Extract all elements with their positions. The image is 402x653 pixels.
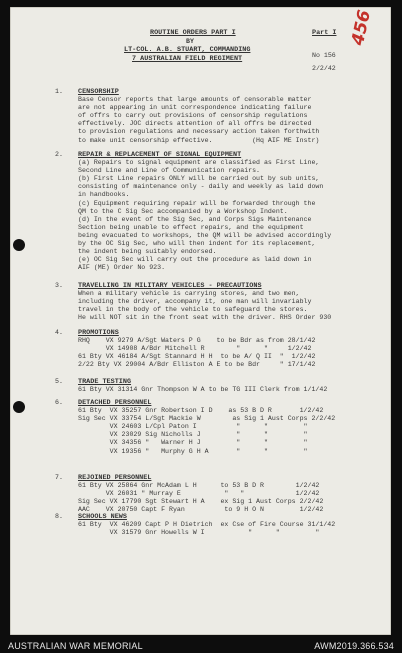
section-number: 8. [55, 513, 63, 520]
section-line: RHQ VX 9279 A/Sgt Waters P G to be Bdr as from 28/1/42 [78, 337, 316, 344]
section-line: Sig Sec VX 17790 Sgt Stewart H A ex Sig 1 Aust Corps 2/2/42 [78, 498, 324, 506]
header-line-3: LT-COL. A.B. STUART, COMMANDING [124, 46, 251, 54]
section-line: Second Line and Line of Communication repairs. [78, 167, 261, 175]
header-line-1: ROUTINE ORDERS PART I [150, 29, 236, 37]
section-line: 61 Bty VX 46209 Capt P H Dietrich ex Cse of Fire Course 31/1/42 [78, 521, 336, 528]
section-line: 61 Bty VX 35257 Gnr Robertson I D as 53 B D R 1/2/42 [78, 407, 324, 414]
document-page [10, 7, 391, 635]
section-line: (e) OC Sig Sec will carry out the procedure as laid down in [78, 256, 312, 264]
section-line: travel in the body of the vehicle to safeguard the stores. [78, 306, 308, 314]
section-line: He will NOT sit in the front seat with the driver. RHS Order 930 [78, 314, 332, 322]
section-number: 5. [55, 378, 63, 385]
part-label: Part I [312, 29, 337, 37]
section-line: VX 23029 Sig Nicholls J " " " [78, 431, 308, 439]
section-line: 2/22 Bty VX 29004 A/Bdr Elliston A E to be Bdr " 17/1/42 [78, 361, 316, 369]
section-line: AIF (ME) Order No 923. [78, 264, 166, 272]
section-line: VX 34356 " Warner H J " " " [78, 439, 308, 447]
footer-credit: AUSTRALIAN WAR MEMORIAL [8, 641, 143, 651]
header-line-2: BY [186, 38, 194, 45]
order-date: 2/2/42 [312, 65, 336, 72]
punch-hole-bottom [13, 401, 25, 413]
section-number: 2. [55, 151, 63, 158]
section-line: to make unit censorship effective. (Hq AIF ME Instr) [78, 136, 320, 144]
section-line: 61 Bty VX 46184 A/Sgt Stannard H H to be A/ Q II " 1/2/42 [78, 353, 316, 361]
section-line: (a) Repairs to signal equipment are classified as First Line, [78, 159, 320, 166]
section-title: REJOINED PERSONNEL [78, 474, 152, 482]
section-line: Base Censor reports that large amounts of censorable matter [78, 96, 312, 103]
section-number: 6. [55, 399, 63, 406]
section-title: SCHOOLS NEWS [78, 513, 127, 521]
section-line: by the OC Sig Sec, who will then indent for its replacement, [78, 240, 316, 247]
section-line: VX 26031 " Murray E " " 1/2/42 [78, 490, 320, 498]
section-line: effectively. JOC directs attention of all offrs be directed [78, 120, 312, 128]
section-title: TRAVELLING IN MILITARY VEHICLES - PRECAUTIONS [78, 282, 262, 290]
handwritten-number: 456 [348, 8, 375, 48]
section-number: 3. [55, 282, 63, 289]
section-title: CENSORSHIP [78, 88, 119, 96]
section-line: QM to the C Sig Sec accompanied by a Workshop Indent. [78, 207, 288, 215]
section-line: are not appearing in unit correspondence indicating failure [78, 104, 312, 112]
section-line: consisting of maintenance only - daily and weekly as laid down [78, 183, 324, 191]
section-line: When a military vehicle is carrying stores, and two men, [78, 290, 300, 297]
section-line: to provision regulations and necessary action taken forthwith [78, 128, 320, 136]
section-line: (d) In the event of the Sig Sec, and Corps Sigs Maintenance [78, 215, 312, 223]
section-line: (b) First Line repairs ONLY will be carried out by sub units, [78, 175, 320, 183]
section-line: VX 19356 " Murphy G H A " " " [78, 447, 308, 455]
section-line: VX 24603 L/Cpl Paton I " " " [78, 423, 308, 431]
section-number: 4. [55, 329, 63, 336]
footer-accession: AWM2019.366.534 [314, 641, 394, 651]
section-title: TRADE TESTING [78, 378, 132, 386]
section-line: (c) Equipment requiring repair will be forwarded through the [78, 199, 316, 207]
section-line: VX 31579 Gnr Howells W I " " " [78, 529, 320, 537]
section-title: PROMOTIONS [78, 329, 119, 337]
section-line: being evacuated to workshops, the QM will be advised accordingly [78, 231, 332, 239]
section-title: DETACHED PERSONNEL [78, 399, 152, 407]
section-line: 61 Bty VX 31314 Gnr Thompson W A to be TG III Clerk from 1/1/42 [78, 386, 328, 393]
section-number: 1. [55, 88, 63, 95]
section-line: including the driver, accompany it, one man will invariably [78, 298, 312, 306]
section-line: 61 Bty VX 25864 Gnr McAdam L H to 53 B D R 1/2/42 [78, 482, 320, 489]
section-line: VX 14908 A/Bdr Mitchell R " " 1/2/42 [78, 345, 312, 353]
section-line: Sig Sec VX 33754 L/Sgt Mackie W as Sig 1 Aust Corps 2/2/42 [78, 415, 336, 423]
section-line: AAC VX 20750 Capt F Ryan to 9 H O N 1/2/42 [78, 506, 324, 514]
section-line: in handbooks. [78, 191, 130, 199]
section-line: Section being unable to effect repairs, and the equipment [78, 223, 304, 231]
section-line: of offrs to carry out provisions of censorship regulations [78, 112, 308, 120]
order-number: No 156 [312, 52, 336, 59]
punch-hole-top [13, 239, 25, 251]
header-line-4: 7 AUSTRALIAN FIELD REGIMENT [132, 55, 243, 63]
section-line: the indent being suitably endorsed. [78, 248, 217, 256]
section-number: 7. [55, 474, 63, 481]
section-title: REPAIR & REPLACEMENT OF SIGNAL EQUIPMENT [78, 151, 242, 159]
